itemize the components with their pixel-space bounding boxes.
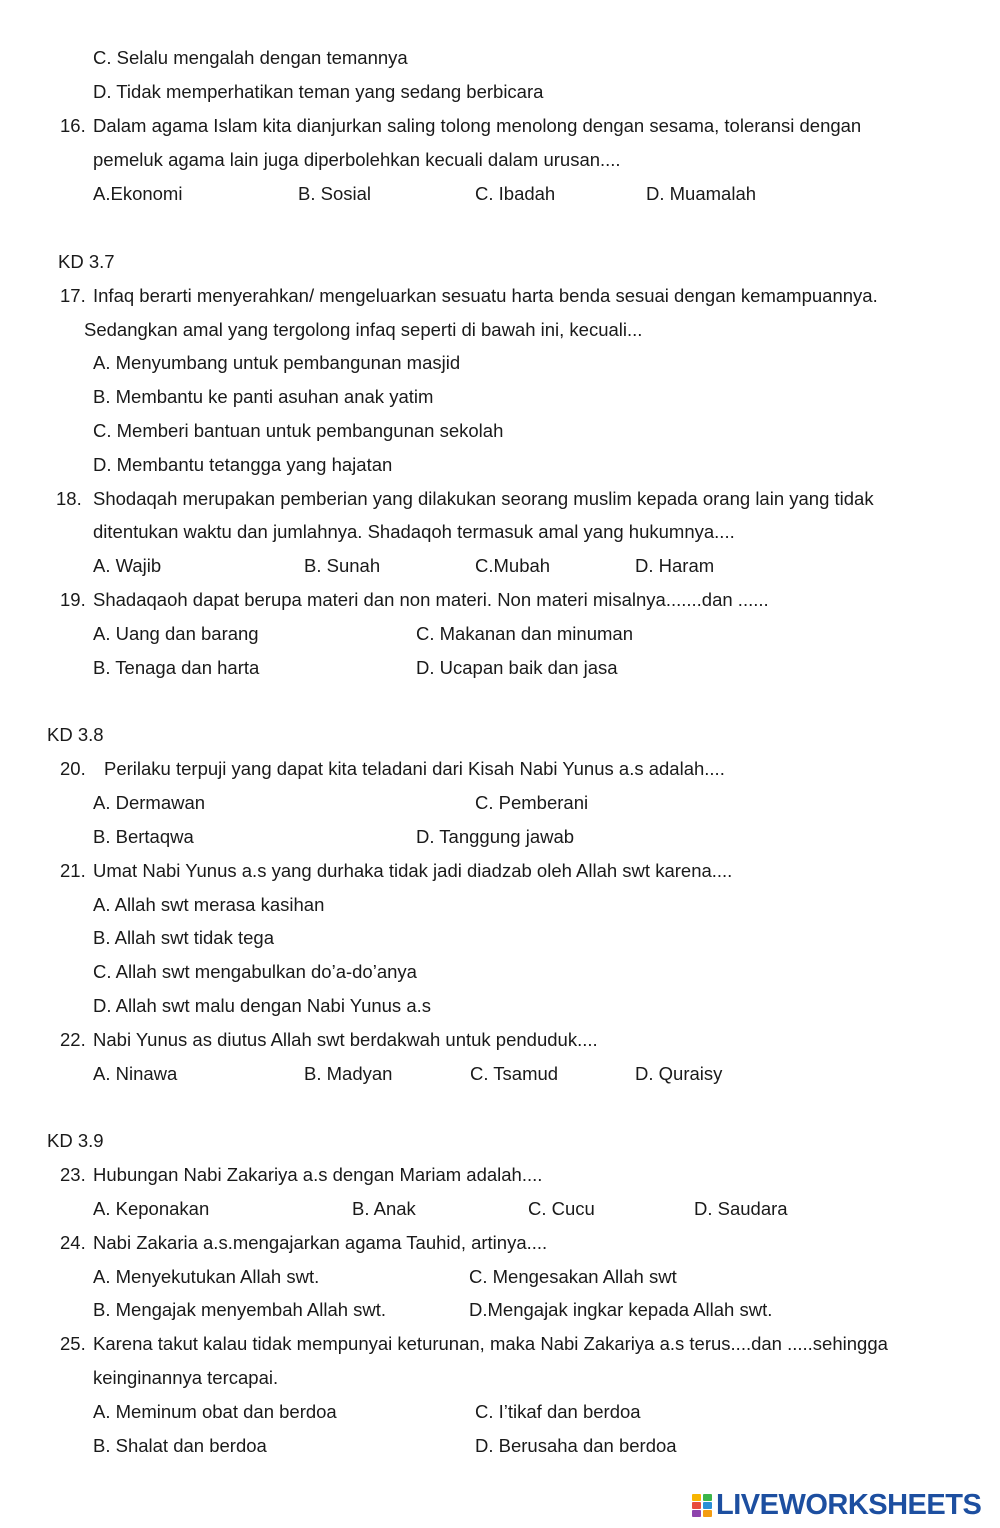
q21-option-b: B. Allah swt tidak tega xyxy=(93,927,274,948)
q18-option-b: B. Sunah xyxy=(304,555,381,576)
q24-option-d: D.Mengajak ingkar kepada Allah swt. xyxy=(469,1299,773,1320)
q25-option-d: D. Berusaha dan berdoa xyxy=(475,1435,677,1456)
section-heading-kd39: KD 3.9 xyxy=(47,1130,104,1151)
q24-number: 24. xyxy=(60,1232,86,1253)
q18-text-line1: Shodaqah merupakan pemberian yang dilakukan seorang muslim kepada orang lain yang tidak xyxy=(93,488,874,509)
q22-option-c: C. Tsamud xyxy=(470,1063,559,1084)
q22-option-d: D. Quraisy xyxy=(635,1063,723,1084)
q16-text-line2: pemeluk agama lain juga diperbolehkan kecuali dalam urusan.... xyxy=(93,149,621,170)
q18-option-c: C.Mubah xyxy=(475,555,551,576)
q20-option-a: A. Dermawan xyxy=(93,792,206,813)
section-heading-kd38: KD 3.8 xyxy=(47,724,104,745)
q18-option-a: A. Wajib xyxy=(93,555,162,576)
q19-option-a: A. Uang dan barang xyxy=(93,623,259,644)
q17-text-line1: Infaq berarti menyerahkan/ mengeluarkan sesuatu harta benda sesuai dengan kemampuannya. xyxy=(93,285,878,306)
q21-option-a: A. Allah swt merasa kasihan xyxy=(93,894,325,915)
q17-number: 17. xyxy=(60,285,86,306)
q18-option-d: D. Haram xyxy=(635,555,715,576)
q16-option-d: D. Muamalah xyxy=(646,183,757,204)
q24-option-c: C. Mengesakan Allah swt xyxy=(469,1266,677,1287)
q25-option-c: C. I’tikaf dan berdoa xyxy=(475,1401,641,1422)
q25-number: 25. xyxy=(60,1333,86,1354)
q15-option-c: C. Selalu mengalah dengan temannya xyxy=(93,47,408,68)
q16-number: 16. xyxy=(60,115,86,136)
liveworksheets-logo-icon xyxy=(692,1492,714,1518)
q23-number: 23. xyxy=(60,1164,86,1185)
q24-text-line1: Nabi Zakaria a.s.mengajarkan agama Tauhid, artinya.... xyxy=(93,1232,548,1253)
q20-option-c: C. Pemberani xyxy=(475,792,589,813)
q19-text-line1: Shadaqaoh dapat berupa materi dan non materi. Non materi misalnya.......dan ...... xyxy=(93,589,769,610)
q20-text-line1: Perilaku terpuji yang dapat kita teladani dari Kisah Nabi Yunus a.s adalah.... xyxy=(104,758,725,779)
q17-option-c: C. Memberi bantuan untuk pembangunan sekolah xyxy=(93,420,504,441)
q21-text-line1: Umat Nabi Yunus a.s yang durhaka tidak jadi diadzab oleh Allah swt karena.... xyxy=(93,860,733,881)
q23-option-c: C. Cucu xyxy=(528,1198,595,1219)
q15-option-d: D. Tidak memperhatikan teman yang sedang berbicara xyxy=(93,81,544,102)
liveworksheets-logo-text: LIVEWORKSHEETS xyxy=(716,1488,982,1521)
q21-option-d: D. Allah swt malu dengan Nabi Yunus a.s xyxy=(93,995,432,1016)
q17-option-a: A. Menyumbang untuk pembangunan masjid xyxy=(93,352,461,373)
q17-option-d: D. Membantu tetangga yang hajatan xyxy=(93,454,393,475)
q20-option-d: D. Tanggung jawab xyxy=(416,826,575,847)
q19-option-c: C. Makanan dan minuman xyxy=(416,623,633,644)
section-heading-kd37: KD 3.7 xyxy=(58,251,115,272)
q23-text-line1: Hubungan Nabi Zakariya a.s dengan Mariam adalah.... xyxy=(93,1164,543,1185)
q25-text-line1: Karena takut kalau tidak mempunyai keturunan, maka Nabi Zakariya a.s terus....dan .....sehingga xyxy=(93,1333,888,1354)
q16-option-c: C. Ibadah xyxy=(475,183,556,204)
q23-option-b: B. Anak xyxy=(352,1198,416,1219)
q16-option-a: A.Ekonomi xyxy=(93,183,183,204)
q20-option-b: B. Bertaqwa xyxy=(93,826,194,847)
q22-number: 22. xyxy=(60,1029,86,1050)
q24-option-a: A. Menyekutukan Allah swt. xyxy=(93,1266,320,1287)
q18-text-line2: ditentukan waktu dan jumlahnya. Shadaqoh termasuk amal yang hukumnya.... xyxy=(93,521,735,542)
q19-number: 19. xyxy=(60,589,86,610)
q22-text-line1: Nabi Yunus as diutus Allah swt berdakwah untuk penduduk.... xyxy=(93,1029,598,1050)
q17-option-b: B. Membantu ke panti asuhan anak yatim xyxy=(93,386,434,407)
q20-number: 20. xyxy=(60,758,86,779)
q17-text-line2: Sedangkan amal yang tergolong infaq seperti di bawah ini, kecuali... xyxy=(84,319,643,340)
q25-option-b: B. Shalat dan berdoa xyxy=(93,1435,267,1456)
q16-text-line1: Dalam agama Islam kita dianjurkan saling tolong menolong dengan sesama, toleransi dengan xyxy=(93,115,862,136)
q19-option-b: B. Tenaga dan harta xyxy=(93,657,260,678)
q16-option-b: B. Sosial xyxy=(298,183,372,204)
q21-number: 21. xyxy=(60,860,86,881)
q22-option-b: B. Madyan xyxy=(304,1063,393,1084)
q23-option-d: D. Saudara xyxy=(694,1198,788,1219)
q25-option-a: A. Meminum obat dan berdoa xyxy=(93,1401,337,1422)
q25-text-line2: keinginannya tercapai. xyxy=(93,1367,279,1388)
q23-option-a: A. Keponakan xyxy=(93,1198,210,1219)
q21-option-c: C. Allah swt mengabulkan do’a-do’anya xyxy=(93,961,417,982)
q19-option-d: D. Ucapan baik dan jasa xyxy=(416,657,618,678)
liveworksheets-logo[interactable] xyxy=(692,1487,981,1523)
q22-option-a: A. Ninawa xyxy=(93,1063,178,1084)
q24-option-b: B. Mengajak menyembah Allah swt. xyxy=(93,1299,387,1320)
q18-number: 18. xyxy=(56,488,82,509)
